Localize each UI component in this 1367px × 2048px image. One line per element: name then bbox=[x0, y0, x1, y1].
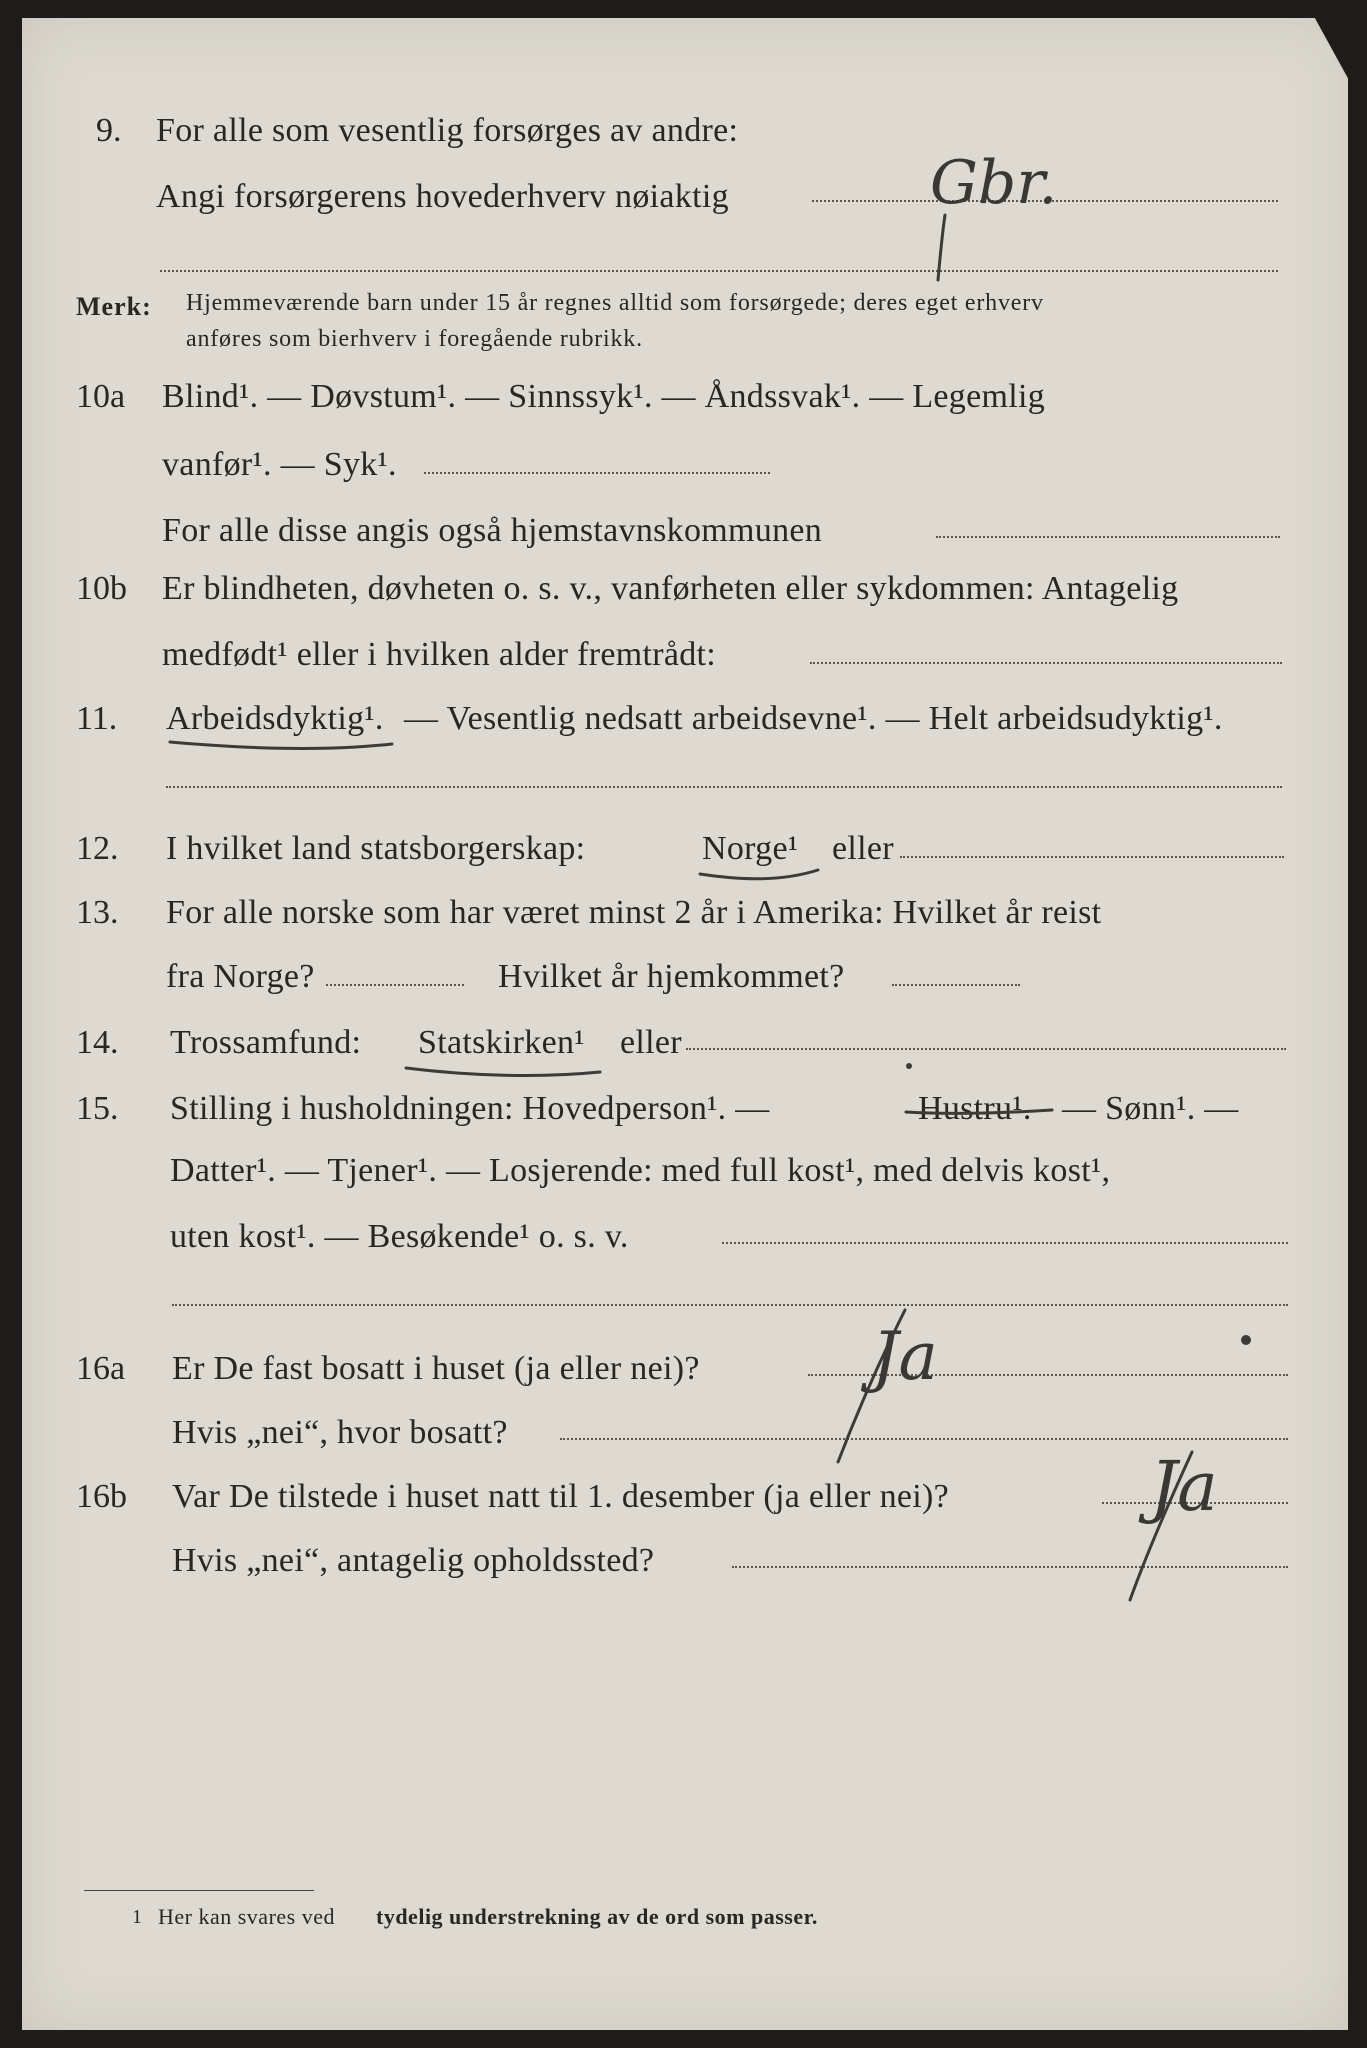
q15-line3: uten kost¹. — Besøkende¹ o. s. v. bbox=[170, 1218, 629, 1255]
q14-option-statskirken[interactable]: Statskirken¹ bbox=[418, 1024, 585, 1061]
q15-answer-line[interactable] bbox=[722, 1242, 1288, 1244]
footnote-mark: 1 bbox=[132, 1906, 142, 1928]
q10a-number: 10a bbox=[76, 378, 126, 415]
q14-eller: eller bbox=[620, 1024, 682, 1061]
q11-answer-line[interactable] bbox=[166, 786, 1282, 788]
q11-other-options: — Vesentlig nedsatt arbeidsevne¹. — Helt arbeidsudyktig¹. bbox=[404, 700, 1223, 737]
q10a-line1: Blind¹. — Døvstum¹. — Sinnssyk¹. — Åndssvak¹. — Legemlig bbox=[162, 378, 1046, 415]
q15-answer-line-2[interactable] bbox=[172, 1304, 1288, 1306]
q14-text: Trossamfund: bbox=[170, 1024, 362, 1061]
q12-answer-line[interactable] bbox=[900, 856, 1284, 858]
q10a-answer-line[interactable] bbox=[424, 472, 770, 474]
q16b-number: 16b bbox=[76, 1478, 127, 1515]
q11-option-arbeidsdyktig[interactable]: Arbeidsdyktig¹. bbox=[166, 700, 384, 737]
merk-line2: anføres som bierhverv i foregående rubrikk. bbox=[186, 326, 643, 352]
footnote-rule bbox=[84, 1890, 314, 1891]
q13-hjemkommet-line[interactable] bbox=[892, 984, 1020, 986]
q12-option-norge[interactable]: Norge¹ bbox=[702, 830, 799, 867]
q15-line2: Datter¹. — Tjener¹. — Losjerende: med full kost¹, med delvis kost¹, bbox=[170, 1152, 1111, 1189]
q9-line1: For alle som vesentlig forsørges av andre: bbox=[156, 112, 739, 149]
q11-number: 11. bbox=[76, 700, 118, 737]
q10a-line3: For alle disse angis også hjemstavnskommunen bbox=[162, 512, 823, 549]
q12-text: I hvilket land statsborgerskap: bbox=[166, 830, 586, 867]
q15-line1a: Stilling i husholdningen: Hovedperson¹. — bbox=[170, 1090, 770, 1127]
q16b-handwritten-answer: Ja bbox=[1150, 1448, 1218, 1527]
q13-reist-line[interactable] bbox=[326, 984, 464, 986]
q13-line1: For alle norske som har været minst 2 år i Amerika: Hvilket år reist bbox=[166, 894, 1102, 931]
q9-number: 9. bbox=[96, 112, 122, 149]
q14-answer-line[interactable] bbox=[686, 1048, 1286, 1050]
q16a-bosatt-line[interactable] bbox=[560, 1438, 1288, 1440]
footnote-bold-text: tydelig understrekning av de ord som passer. bbox=[376, 1904, 818, 1929]
q9-answer-line-2[interactable] bbox=[160, 270, 1278, 272]
q13-hjemkommet-label: Hvilket år hjemkommet? bbox=[498, 958, 845, 995]
q12-eller: eller bbox=[832, 830, 894, 867]
q13-number: 13. bbox=[76, 894, 119, 931]
q9-line2: Angi forsørgerens hovederhverv nøiaktig bbox=[156, 178, 729, 215]
merk-line1: Hjemmeværende barn under 15 år regnes alltid som forsørgede; deres eget erhverv bbox=[186, 290, 1044, 316]
q16a-line2: Hvis „nei“, hvor bosatt? bbox=[172, 1414, 508, 1451]
q16a-number: 16a bbox=[76, 1350, 126, 1387]
q15-line1b: — Sønn¹. — bbox=[1062, 1090, 1239, 1127]
q16b-opholdssted-line[interactable] bbox=[732, 1566, 1288, 1568]
q12-number: 12. bbox=[76, 830, 119, 867]
q16a-handwritten-answer: Ja bbox=[872, 1318, 938, 1395]
q16b-line1: Var De tilstede i huset natt til 1. desember (ja eller nei)? bbox=[172, 1478, 950, 1515]
q10a-line2: vanfør¹. — Syk¹. bbox=[162, 446, 397, 483]
q10b-number: 10b bbox=[76, 570, 127, 607]
q10a-kommune-line[interactable] bbox=[936, 536, 1280, 538]
q16a-line1: Er De fast bosatt i huset (ja eller nei)? bbox=[172, 1350, 700, 1387]
merk-label: Merk: bbox=[76, 292, 152, 321]
q15-option-hustru[interactable]: Hustru¹. bbox=[918, 1090, 1032, 1127]
q10b-line1: Er blindheten, døvheten o. s. v., vanførheten eller sykdommen: Antagelig bbox=[162, 570, 1179, 607]
q15-number: 15. bbox=[76, 1090, 119, 1127]
q10b-answer-line[interactable] bbox=[810, 662, 1282, 664]
q13-reist-label: fra Norge? bbox=[166, 958, 315, 995]
q16b-line2: Hvis „nei“, antagelig opholdssted? bbox=[172, 1542, 655, 1579]
q9-handwritten-answer: Gbr. bbox=[930, 148, 1058, 218]
q10b-line2: medfødt¹ eller i hvilken alder fremtrådt: bbox=[162, 636, 717, 673]
q14-number: 14. bbox=[76, 1024, 119, 1061]
footnote-text: Her kan svares ved bbox=[158, 1904, 335, 1929]
